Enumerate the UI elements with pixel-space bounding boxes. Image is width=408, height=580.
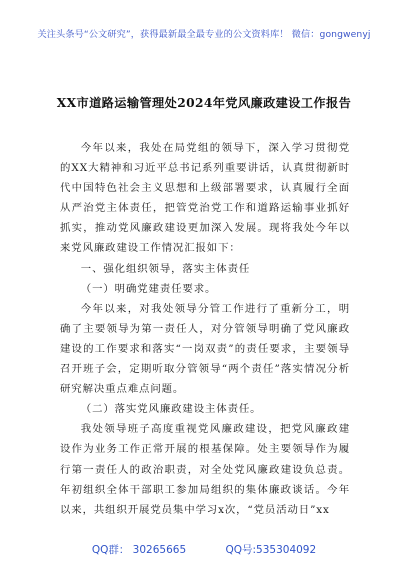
footer-qq-group: QQ群： 30265665 — [91, 544, 187, 556]
header-banner: 关注头条号“公文研究”，获得最新最全最专业的公文资料库！ 微信：gongwenyj — [37, 29, 371, 40]
footer-qq-number: QQ号:535304092 — [225, 544, 317, 556]
paragraph-1: 今年以来，对我处领导分管工作进行了重新分工，明确了主要领导为第一责任人，对分管领导明确了党风廉政建设的工作要求和落实“一岗双责”的责任要求，主要领导召开班子会，定期听取分管领导“两个责任”落实情况分析研究解决重点难点问题。 — [60, 302, 350, 396]
paragraph-2: 我处领导班子高度重视党风廉政建设，把党风廉政建设作为业务工作正常开展的根基保障。处主要领导作为履行第一责任人的政治职责，对全处党风廉政建设负总责。年初组织全体干部职工参加局组织的集体廉政谈话。今年以来，共组织开展党员集中学习x次，“党员活动日”xx — [60, 423, 350, 516]
footer-contact — [0, 542, 408, 557]
document-body — [60, 138, 350, 520]
section-heading-1: 一、强化组织领导，落实主体责任 — [80, 262, 251, 275]
document-title: XX市道路运输管理处2024年党风廉政建设工作报告 — [56, 96, 352, 110]
subsection-heading-1: （一）明确党建责任要求。 — [80, 282, 217, 295]
subsection-heading-2: （二）落实党风廉政建设主体责任。 — [80, 403, 262, 416]
paragraph-intro: 今年以来，我处在局党组的领导下，深入学习贯彻党的XX大精神和习近平总书记系列重要讲话，认真贯彻新时代中国特色社会主义思想和上级部署要求，认真履行全面从严治党主体责任，把管党治党工作和道路运输事业抓好抓实，推动党风廉政建设更加深入发展。现将我处今年以来党风廉政建设工作情况汇报如下： — [60, 142, 350, 255]
